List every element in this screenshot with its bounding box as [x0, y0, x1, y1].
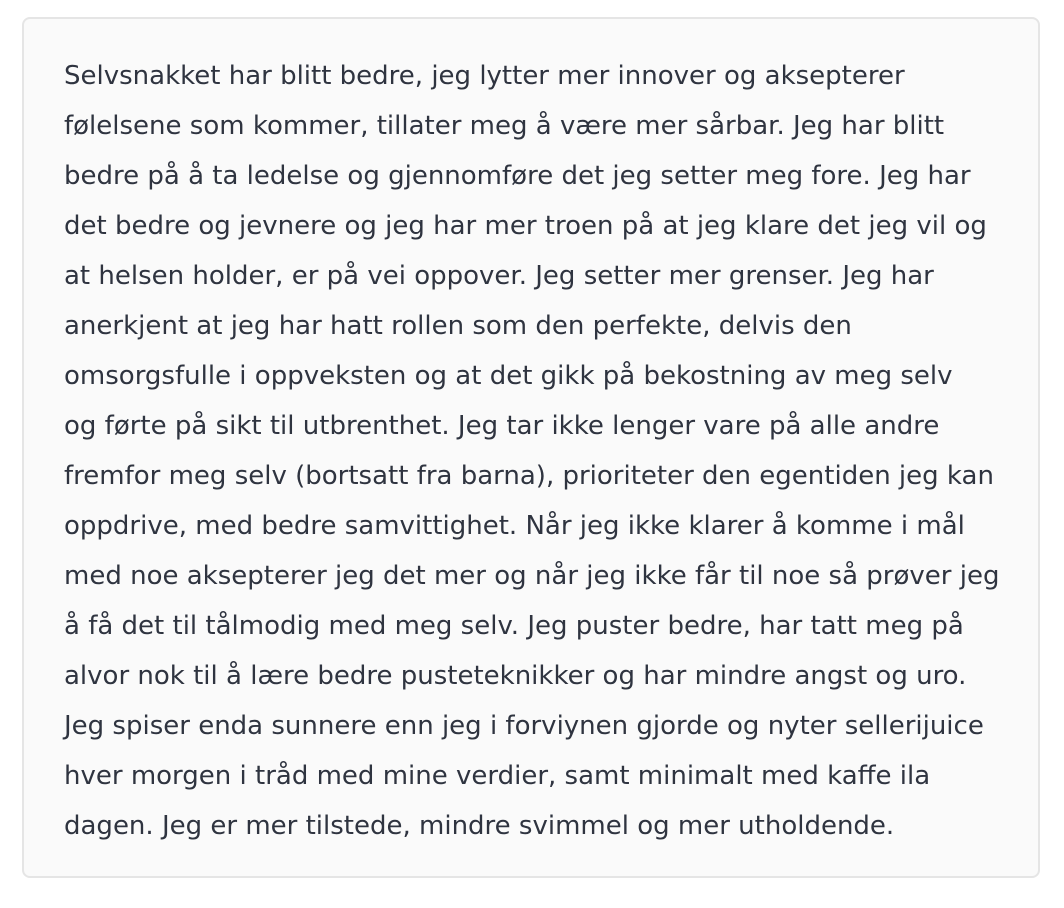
paragraph-line: anerkjent at jeg har hatt rollen som den perfekte, delvis den: [64, 311, 852, 341]
paragraph-line: følelsene som kommer, tillater meg å være mer sårbar. Jeg har blitt: [64, 111, 945, 141]
paragraph-line: hver morgen i tråd med mine verdier, samt minimalt med kaffe ila: [64, 761, 931, 791]
paragraph-line: bedre på å ta ledelse og gjennomføre det jeg setter meg fore. Jeg har: [64, 161, 971, 191]
paragraph-line: å få det til tålmodig med meg selv. Jeg puster bedre, har tatt meg på: [64, 611, 964, 641]
card-paragraph: [64, 51, 1014, 851]
paragraph-line: det bedre og jevnere og jeg har mer troen på at jeg klare det jeg vil og: [64, 211, 987, 241]
paragraph-line: fremfor meg selv (bortsatt fra barna), prioriteter den egentiden jeg kan: [64, 461, 994, 491]
paragraph-line: omsorgsfulle i oppveksten og at det gikk på bekostning av meg selv: [64, 361, 953, 391]
paragraph-line: at helsen holder, er på vei oppover. Jeg setter mer grenser. Jeg har: [64, 261, 934, 291]
paragraph-line: og førte på sikt til utbrenthet. Jeg tar ikke lenger vare på alle andre: [64, 411, 940, 441]
paragraph-line: Jeg spiser enda sunnere enn jeg i forviynen gjorde og nyter sellerijuice: [64, 711, 984, 741]
paragraph-line: med noe aksepterer jeg det mer og når jeg ikke får til noe så prøver jeg: [64, 561, 1000, 591]
paragraph-line: Selvsnakket har blitt bedre, jeg lytter mer innover og aksepterer: [64, 61, 905, 91]
paragraph-line: dagen. Jeg er mer tilstede, mindre svimmel og mer utholdende.: [64, 811, 895, 841]
paragraph-line: oppdrive, med bedre samvittighet. Når jeg ikke klarer å komme i mål: [64, 511, 965, 541]
paragraph-line: alvor nok til å lære bedre pusteteknikker og har mindre angst og uro.: [64, 661, 967, 691]
text-card: [22, 17, 1040, 878]
